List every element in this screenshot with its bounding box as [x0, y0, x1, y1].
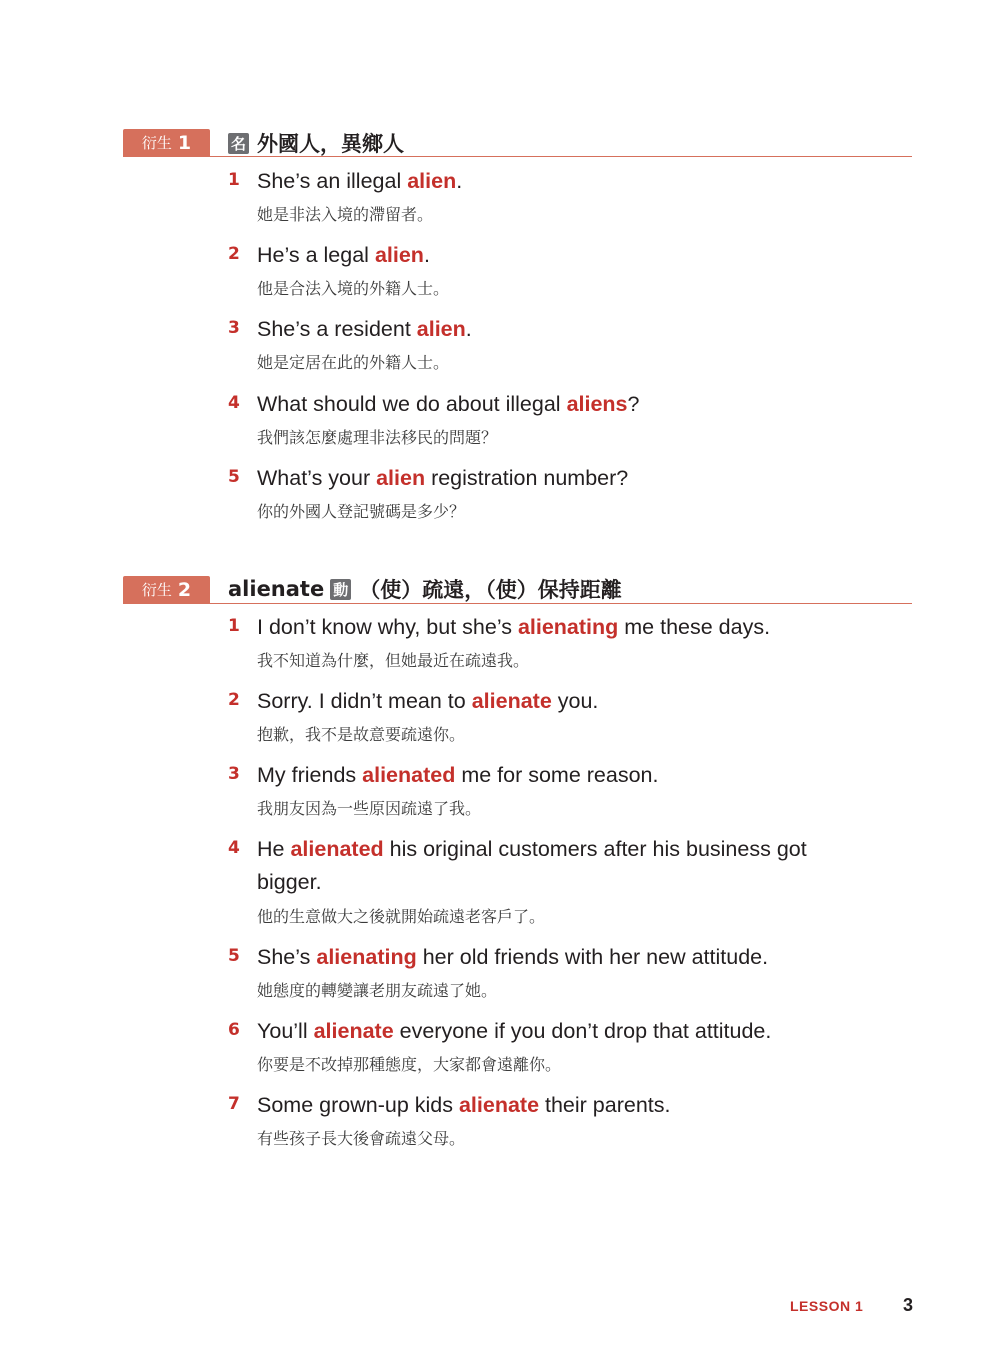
example-english: [257, 833, 877, 899]
example-number: 3: [228, 764, 240, 784]
en-pre: What should we do about illegal: [257, 392, 567, 416]
tag-number: 1: [177, 131, 192, 154]
en-post: me for some reason.: [455, 763, 659, 787]
example-english: [257, 759, 877, 792]
en-post: me these days.: [618, 615, 771, 639]
en-highlight: alienate: [471, 689, 552, 713]
en-post: .: [423, 243, 430, 267]
en-pre: She’s a resident: [257, 317, 417, 341]
en-highlight: aliens: [566, 392, 628, 416]
example-chinese: 你的外國人登記號碼是多少？: [257, 502, 466, 521]
example-number: 1: [228, 616, 240, 636]
example-english: [257, 1089, 877, 1122]
en-highlight: alien: [416, 317, 466, 341]
en-post: .: [465, 317, 472, 341]
page-number: 3: [903, 1295, 914, 1315]
en-highlight: alienate: [458, 1093, 540, 1117]
example-number: 7: [228, 1094, 240, 1114]
example-chinese: 有些孩子長大後會疏遠父母。: [257, 1129, 466, 1148]
en-highlight: alienating: [517, 615, 619, 639]
example-number: 5: [228, 946, 240, 966]
en-pre: He’s a legal: [257, 243, 375, 267]
en-post: .: [456, 169, 463, 193]
en-pre: My friends: [257, 763, 363, 787]
en-highlight: alien: [374, 243, 424, 267]
example-english: [257, 611, 877, 644]
example-chinese: 抱歉，我不是故意要疏遠你。: [257, 725, 466, 744]
en-post: ?: [627, 392, 640, 416]
en-post: their parents.: [539, 1093, 671, 1117]
example-chinese: 她是非法入境的滯留者。: [257, 205, 434, 224]
entry-heading: [228, 574, 622, 604]
example-chinese: 他是合法入境的外籍人士。: [257, 279, 450, 298]
example-chinese: 她態度的轉變讓老朋友疏遠了她。: [257, 981, 498, 1000]
tag-text: 衍生: [141, 134, 172, 152]
example-english: [257, 685, 877, 718]
en-pre: Some grown-up kids: [257, 1093, 459, 1117]
en-pre: He: [257, 837, 291, 861]
part-of-speech-badge: 動: [330, 579, 351, 600]
example-number: 4: [228, 393, 240, 413]
en-highlight: alien: [376, 466, 426, 490]
example-chinese: 我不知道為什麼，但她最近在疏遠我。: [257, 651, 530, 670]
example-english: [257, 1015, 877, 1048]
tag-text: 衍生: [141, 581, 172, 599]
en-pre: You’ll: [257, 1019, 314, 1043]
example-number: 2: [228, 690, 240, 710]
example-number: 6: [228, 1020, 240, 1040]
entry-meaning: （使）疏遠，（使）保持距離: [359, 578, 622, 602]
example-number: 3: [228, 318, 240, 338]
derivative-tag: [123, 129, 210, 156]
en-pre: She’s an illegal: [257, 169, 408, 193]
example-chinese: 我們該怎麼處理非法移民的問題？: [257, 428, 498, 447]
en-post: his original customers after his business got bigger.: [257, 837, 807, 894]
example-number: 2: [228, 244, 240, 264]
example-english: [257, 313, 877, 346]
en-post: everyone if you don’t drop that attitude.: [393, 1019, 772, 1043]
example-english: [257, 388, 877, 421]
en-post: her old friends with her new attitude.: [416, 945, 769, 969]
en-post: registration number?: [425, 466, 629, 490]
example-number: 5: [228, 467, 240, 487]
en-highlight: alienated: [362, 763, 456, 787]
example-chinese: 你要是不改掉那種態度，大家都會遠離你。: [257, 1055, 562, 1074]
en-pre: What’s your: [257, 466, 377, 490]
entry-meaning: 外國人，異鄉人: [257, 132, 404, 156]
example-chinese: 我朋友因為一些原因疏遠了我。: [257, 799, 482, 818]
en-pre: I don’t know why, but she’s: [257, 615, 518, 639]
en-highlight: alienate: [313, 1019, 394, 1043]
example-number: 4: [228, 838, 240, 858]
entry-word: alienate: [228, 577, 325, 601]
example-chinese: 他的生意做大之後就開始疏遠老客戶了。: [257, 907, 546, 926]
derivative-tag: [123, 576, 210, 603]
en-highlight: alienated: [290, 837, 384, 861]
example-english: [257, 165, 877, 198]
example-english: [257, 462, 877, 495]
example-number: 1: [228, 170, 240, 190]
en-pre: She’s: [257, 945, 317, 969]
example-english: [257, 239, 877, 272]
en-highlight: alien: [407, 169, 457, 193]
tag-number: 2: [177, 578, 192, 601]
entry-heading: [228, 128, 404, 158]
example-english: [257, 941, 877, 974]
part-of-speech-badge: 名: [228, 133, 249, 154]
footer-lesson-label: LESSON 1: [790, 1298, 864, 1314]
example-chinese: 她是定居在此的外籍人士。: [257, 353, 450, 372]
en-post: you.: [551, 689, 599, 713]
en-pre: Sorry. I didn’t mean to: [257, 689, 472, 713]
en-highlight: alienating: [316, 945, 417, 969]
